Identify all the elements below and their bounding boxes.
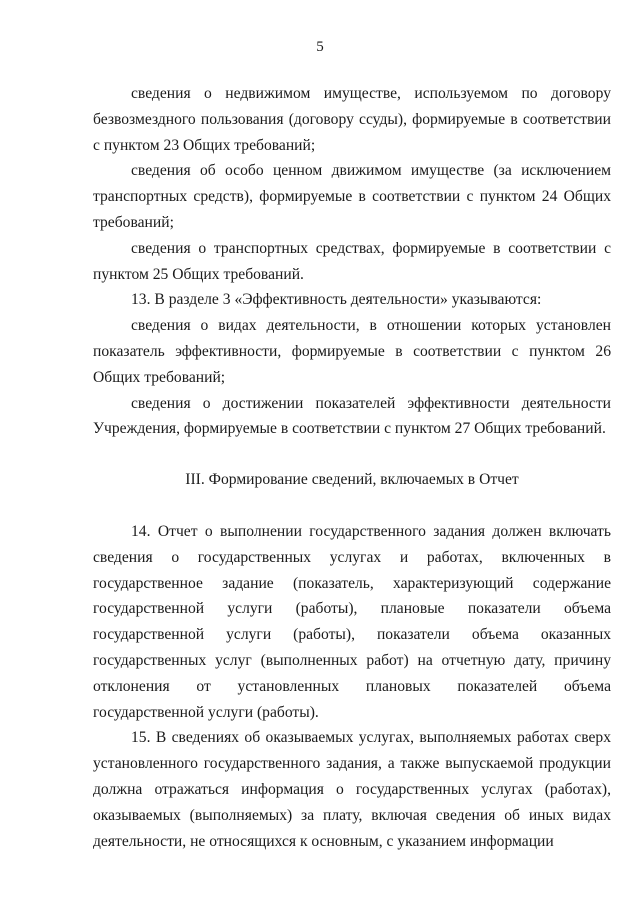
paragraph: 14. Отчет о выполнении государственного задания должен включать сведения о государственных услугах и работах, включенных в государственное задание (показатель, характеризующий содержание государственной услуги (работы), плановые показатели объема государственной услуги (работы), показатели объема оказанных государственных услуг (выполненных работ) на отчетную дату, причину отклонения от установленных плановых показателей объема государственной услуги (работы). [93,522,611,721]
paragraph: 15. В сведениях об оказываемых услугах, выполняемых работах сверх установленного государственного задания, а также выпускаемой продукции должна отражаться информация о государственных услугах (работах), оказываемых (выполняемых) за плату, включая сведения об иных видах деятельности, не относящихся к основным, с указанием информации [93,729,611,850]
section-heading: III. Формирование сведений, включаемых в Отчет [185,471,519,489]
document-body [93,81,611,854]
paragraph: 13. В разделе 3 «Эффективность деятельности» указываются: [131,291,542,309]
paragraph: сведения о достижении показателей эффективности деятельности Учреждения, формируемые в соответствии с пунктом 27 Общих требований. [93,394,611,438]
paragraph: сведения о недвижимом имуществе, используемом по договору безвозмездного пользования (договору ссуды), формируемые в соответствии с пунктом 23 Общих требований; [93,85,611,154]
paragraph: сведения о видах деятельности, в отношении которых установлен показатель эффективности, формируемые в соответствии с пунктом 26 Общих требований; [93,317,611,386]
page-number: 5 [316,39,324,55]
paragraph: сведения о транспортных средствах, формируемые в соответствии с пунктом 25 Общих требований. [93,239,611,283]
paragraph: сведения об особо ценном движимом имуществе (за исключением транспортных средств), формируемые в соответствии с пунктом 24 Общих требований; [93,162,611,231]
